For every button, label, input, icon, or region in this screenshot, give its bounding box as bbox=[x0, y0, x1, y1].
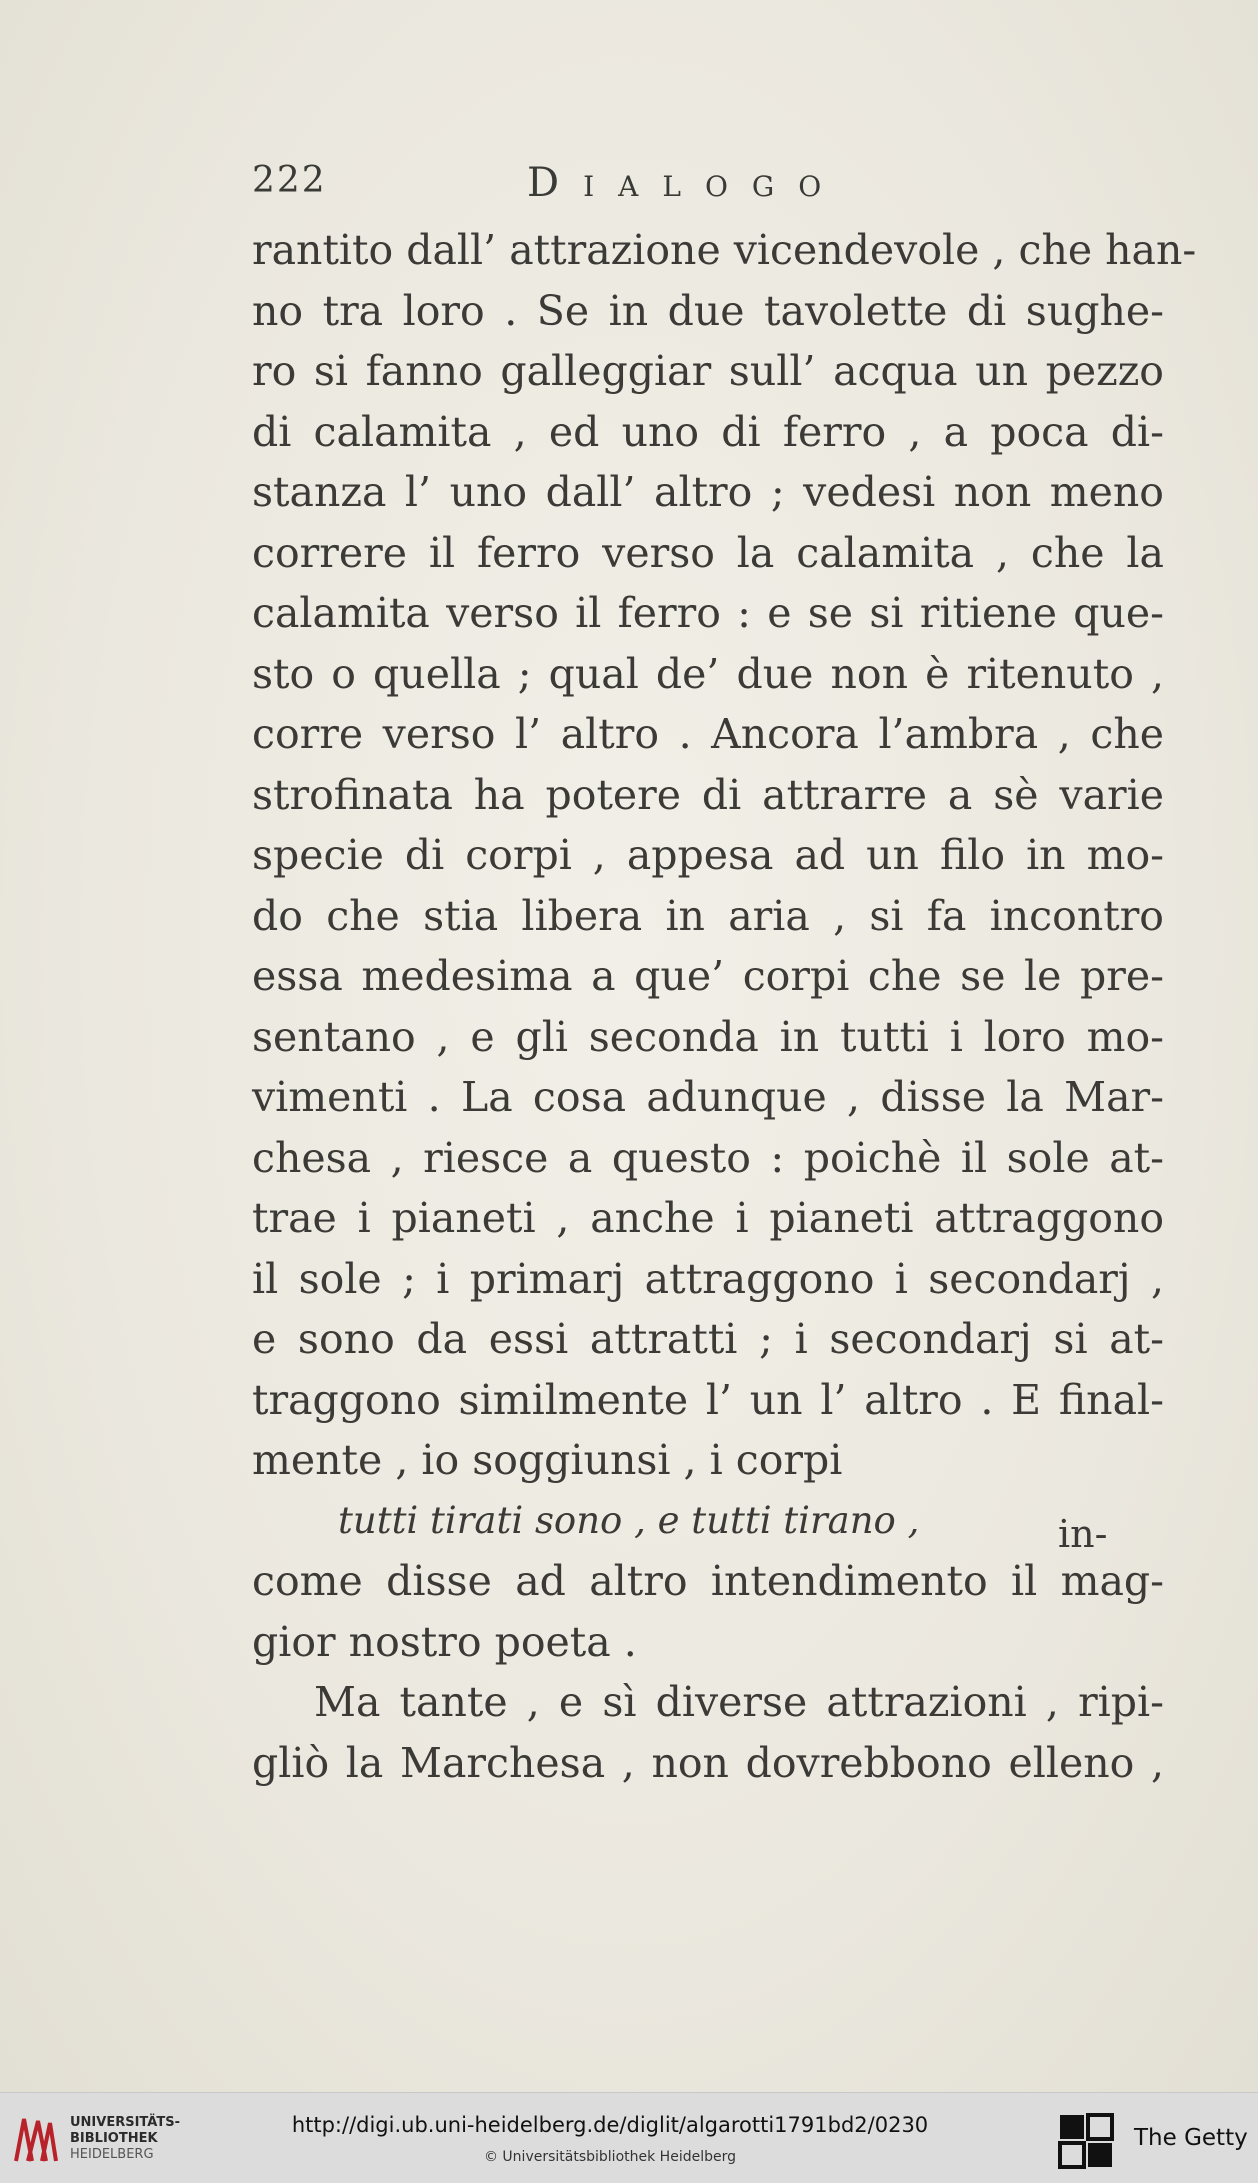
page-header bbox=[252, 160, 1172, 216]
text-line: strofinata ha potere di attrarre a sè varie bbox=[252, 770, 1164, 819]
text-line: gior nostro poeta . bbox=[252, 1617, 637, 1666]
body-text bbox=[252, 220, 1197, 1793]
catchword: in- bbox=[1058, 1512, 1108, 1556]
copyright-notice: © Universitätsbibliothek Heidelberg bbox=[483, 2149, 736, 2165]
text-line: gliò la Marchesa , non dovrebbono elleno , bbox=[252, 1738, 1164, 1787]
text-line: do che stia libera in aria , si fa incontro bbox=[252, 891, 1164, 940]
getty-logo-icon bbox=[1058, 2113, 1114, 2169]
verse-quote: tutti tirati sono , e tutti tirano , bbox=[338, 1498, 920, 1542]
text-line: vimenti . La cosa adunque , disse la Mar- bbox=[252, 1073, 1164, 1121]
text-line: correre il ferro verso la calamita , che la bbox=[252, 528, 1164, 577]
text-line: Ma tante , e sì diverse attrazioni , ripi- bbox=[314, 1678, 1164, 1726]
text-line: di calamita , ed uno di ferro , a poca di- bbox=[252, 407, 1164, 456]
viewer-footer bbox=[0, 2092, 1258, 2183]
text-line: specie di corpi , appesa ad un filo in mo- bbox=[252, 831, 1164, 879]
text-line: no tra loro . Se in due tavolette di sughe- bbox=[252, 286, 1164, 335]
text-line: essa medesima a que’ corpi che se le pre- bbox=[252, 952, 1164, 1000]
text-line: calamita verso il ferro : e se si ritiene que- bbox=[252, 589, 1164, 637]
text-line: come disse ad altro intendimento il mag- bbox=[252, 1557, 1164, 1605]
text-line: chesa , riesce a questo : poichè il sole at- bbox=[252, 1133, 1164, 1182]
library-name: UNIVERSITÄTS- BIBLIOTHEK HEIDELBERG bbox=[70, 2115, 180, 2162]
text-line: stanza l’ uno dall’ altro ; vedesi non meno bbox=[252, 468, 1164, 516]
sponsor-name: The Getty bbox=[1134, 2125, 1248, 2151]
text-line: rantito dall’ attrazione vicendevole , che han- bbox=[252, 226, 1197, 274]
university-library-logo-icon bbox=[12, 2113, 60, 2165]
text-line: e sono da essi attratti ; i secondarj si at- bbox=[252, 1315, 1164, 1363]
text-line: trae i pianeti , anche i pianeti attraggono bbox=[252, 1194, 1164, 1242]
text-line: sentano , e gli seconda in tutti i loro mo- bbox=[252, 1012, 1164, 1061]
text-line: ro si fanno galleggiar sull’ acqua un pezzo bbox=[252, 347, 1164, 395]
page-number: 222 bbox=[252, 160, 327, 201]
text-line: sto o quella ; qual de’ due non è ritenuto , bbox=[252, 649, 1164, 698]
text-line: traggono similmente l’ un l’ altro . E final- bbox=[252, 1375, 1164, 1424]
text-line: il sole ; i primarj attraggono i secondarj , bbox=[252, 1254, 1164, 1303]
text-line: mente , io soggiunsi , i corpi bbox=[252, 1436, 843, 1484]
permalink-url[interactable]: http://digi.ub.uni-heidelberg.de/diglit/algarotti1791bd2/0230 bbox=[291, 2113, 929, 2137]
running-head: Dialogo bbox=[527, 160, 846, 206]
text-line: corre verso l’ altro . Ancora l’ambra , che bbox=[252, 710, 1164, 758]
